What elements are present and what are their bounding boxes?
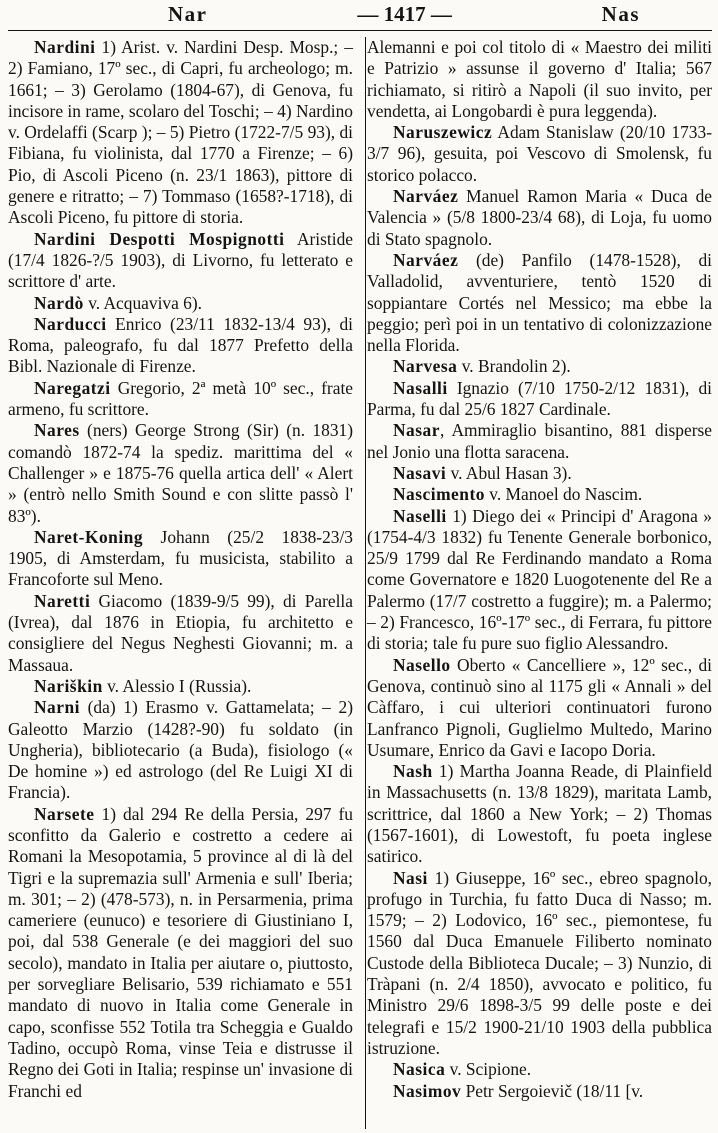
dictionary-entry bbox=[8, 378, 353, 421]
entry-headword: Naretti bbox=[34, 590, 91, 611]
dictionary-entry bbox=[367, 1059, 712, 1080]
entry-text: Ignazio (7/10 1750-2/12 1831), di Parma, fu dal 25/6 1827 Cardinale. bbox=[367, 377, 712, 420]
entry-headword: Nasavi bbox=[393, 462, 447, 483]
entry-text: (de) Panfilo (1478-1528), di Valladolid, avventuriere, tentò 1520 di soppiantare Cortés nel Messico; ma ebbe la peggio; perì poi in un tentativo di colonizzazione nella Florida. bbox=[367, 249, 712, 356]
dictionary-entry bbox=[8, 527, 353, 591]
entry-headword: Nasello bbox=[393, 654, 451, 675]
entry-headword: Narvesa bbox=[393, 356, 458, 377]
entry-text: Oberto « Cancelliere », 12º sec., di Genova, continuò sino al 1175 gli « Annali » del Càffaro, i cui ulteriori continuatori furono Lanfranco Pignoli, Guglielmo Multedo, Marino Usumare, Enrico da Gavi e Iacopo Doria. bbox=[367, 654, 712, 760]
entry-headword: Nash bbox=[393, 761, 433, 782]
entry-text: (da) 1) Erasmo v. Gattamelata; – 2) Galeotto Marzio (1428?-90) fu soldato (in Ungheria), bibliotecario (a Buda), fisiologo (« De homine ») ed astrologo (del Re Luigi XI di Francia). bbox=[8, 697, 353, 803]
entry-text: Manuel Ramon Maria « Duca de Valencia » (5/8 1800-23/4 68), di Loja, fu uomo di Stato spagnolo. bbox=[367, 186, 712, 249]
header-left-guide-word: Nar bbox=[168, 1, 208, 26]
dictionary-entry bbox=[367, 186, 712, 250]
entry-text: , Ammiraglio bisantino, 881 disperse nel Jonio una flotta saracena. bbox=[367, 420, 712, 462]
dictionary-entry bbox=[8, 229, 353, 293]
two-column-body bbox=[8, 37, 712, 1129]
entry-text: v. Acquaviva 6). bbox=[83, 292, 203, 313]
dictionary-entry bbox=[8, 420, 353, 526]
dictionary-entry bbox=[367, 463, 712, 484]
dictionary-entry bbox=[8, 676, 353, 697]
entry-text: 1) Diego dei « Principi d' Aragona » (1754-4/3 1832) fu Tenente Generale borbonico, 25/9 1799 dal Re Ferdinando mandato a Roma come Governatore e 1820 Luogotenente del Re a Palermo (17/7 costretto a fuggire); m. a Palermo; – 2) Francesco, 16º-17º sec., di Ferrara, fu pittore di storia; tale fu pure suo figlio Alessandro. bbox=[367, 505, 712, 654]
entry-headword: Nasi bbox=[393, 867, 428, 888]
entry-text: Petr Sergoievič (18/11 [v. bbox=[461, 1080, 644, 1101]
entry-headword: Nares bbox=[34, 420, 80, 441]
running-header bbox=[8, 0, 712, 28]
dictionary-entry bbox=[367, 356, 712, 377]
entry-headword: Narducci bbox=[34, 313, 107, 334]
entry-text: v. Brandolin 2). bbox=[457, 356, 571, 377]
right-column bbox=[359, 37, 712, 1129]
dictionary-entry bbox=[8, 314, 353, 378]
entry-headword: Naregatzi bbox=[34, 377, 111, 398]
dictionary-entry bbox=[367, 122, 712, 186]
dictionary-entry bbox=[367, 37, 712, 122]
entry-headword: Nasar bbox=[393, 420, 440, 441]
entry-text: Enrico (23/11 1832-13/4 93), di Roma, paleografo, fu dal 1877 Prefetto della Bibl. Nazionale di Firenze. bbox=[8, 313, 353, 377]
entry-headword: Naselli bbox=[393, 505, 447, 526]
dictionary-entry bbox=[8, 697, 353, 803]
entry-headword: Nardini Despotti Mospignotti bbox=[34, 228, 285, 249]
header-rule bbox=[8, 30, 712, 31]
entry-headword: Narváez bbox=[393, 186, 459, 207]
entry-headword: Narváez bbox=[393, 249, 459, 270]
entry-text: Gregorio, 2ª metà 10º sec., frate armeno, fu scrittore. bbox=[8, 377, 353, 420]
header-right-guide-word: Nas bbox=[601, 1, 640, 26]
page-number: — 1417 — bbox=[357, 1, 452, 26]
dictionary-entry bbox=[367, 868, 712, 1060]
dictionary-entry bbox=[8, 293, 353, 314]
dictionary-entry bbox=[367, 655, 712, 761]
entry-headword: Naruszewicz bbox=[393, 122, 493, 143]
column-divider bbox=[365, 37, 366, 1129]
entry-text: v. Alessio I (Russia). bbox=[102, 675, 252, 696]
dictionary-entry bbox=[367, 484, 712, 505]
entry-text: 1) Martha Joanna Reade, di Plainfield in Massachusetts (n. 13/8 1829), maritata Lamb, scrittrice, dal 1860 a New York; – 2) Thomas (1567-1601), di Lowestoft, fu poeta inglese satirico. bbox=[367, 761, 712, 867]
entry-headword: Nardini bbox=[34, 37, 96, 57]
dictionary-entry bbox=[8, 37, 353, 229]
dictionary-entry bbox=[367, 506, 712, 655]
entry-text: 1) Giuseppe, 16º sec., ebreo spagnolo, profugo in Turchia, fu fatto Duca di Nasso; m. 1579; – 2) Lodovico, 16º sec., piemontese, fu 1560 dal Duca Emanuele Filiberto nominato Custode della Biblioteca Ducale; – 3) Nunzio, di Tràpani (n. 2/4 1850), avvocato e politico, fu Ministro 29/6 1898-3/5 99 delle poste e dei telegrafi e 15/2 1900-21/10 1903 della pubblica istruzione. bbox=[367, 867, 712, 1058]
entry-text: Alemanni e poi col titolo di « Maestro dei militi e Patrizio » assunse il governo d' Italia; 567 richiamato, si ritirò a Napoli (il suo invito, per vendetta, ai Longobardi è pura leggenda). bbox=[367, 37, 712, 121]
entry-text: Giacomo (1839-9/5 99), di Parella (Ivrea), dal 1876 in Etiopia, fu architetto e consigliere del Negus Neghesti Giovanni; m. a Massaua. bbox=[8, 590, 353, 675]
dictionary-entry bbox=[8, 591, 353, 676]
entry-headword: Nardò bbox=[34, 292, 84, 313]
entry-text: 1) dal 294 Re della Persia, 297 fu sconfitto da Galerio e costretto a cedere ai Romani la Mesopotamia, 5 province al di là del Tigri e la supremazia sull' Armenia e sull' Iberia; m. 301; – 2) (478-573), n. in Persarmenia, prima cameriere (eunuco) e tesoriere di Giustiniano I, poi, dal 538 Generale (e dei maggiori del suo secolo), mandato in Italia per aiutare o, piuttosto, per sorvegliare Belisario, 539 richiamato e 551 mandato di nuovo in Italia come Generale in capo, sconfisse 552 Totila tra Scheggia e Gualdo Tadino, occupò Roma, vinse Teia e distrusse il Regno dei Goti in Italia; respinse un' invasione di Franchi ed bbox=[8, 803, 353, 1101]
dictionary-entry bbox=[367, 1081, 712, 1102]
entry-headword: Nascimento bbox=[393, 484, 485, 505]
entry-text: v. Scipione. bbox=[445, 1059, 532, 1080]
entry-text: v. Manoel do Nascim. bbox=[484, 484, 643, 505]
entry-text: Adam Stanislaw (20/10 1733-3/7 96), gesuita, poi Vescovo di Smolensk, fu storico polacco. bbox=[367, 122, 712, 185]
entry-text: 1) Arist. v. Nardini Desp. Mosp.; – 2) Famiano, 17º sec., di Capri, fu archeologo; m. 1661; – 3) Gerolamo (1804-67), di Genova, fu incisore in rame, scolaro del Toschi; – 4) Nardino v. Ordelaffi (Scarp ); – 5) Pietro (1722-7/5 93), di Fibiana, fu violinista, dal 1770 a Firenze; – 6) Pio, di Ascoli Piceno (n. 23/1 1863), pittore di genere e ritratto; – 7) Tommaso (1658?-1718), di Ascoli Piceno, fu pittore di storia. bbox=[8, 37, 353, 228]
dictionary-entry bbox=[8, 804, 353, 1102]
dictionary-entry bbox=[367, 420, 712, 463]
entry-text: (ners) George Strong (Sir) (n. 1831) comandò 1872-74 la spediz. marittima del « Challenger » e 1875-76 quella artica dell' « Alert » (entrò nello Smith Sound e con slitte passò l' 83º). bbox=[8, 420, 353, 526]
entry-text: Aristide (17/4 1826-?/5 1903), di Livorno, fu letterato e scrittore d' arte. bbox=[8, 228, 353, 292]
entry-headword: Narni bbox=[34, 697, 80, 718]
entry-text: Johann (25/2 1838-23/3 1905, di Amsterdam, fu musicista, stabilito a Francoforte sul Meno. bbox=[8, 526, 353, 590]
entry-headword: Nariškin bbox=[34, 675, 103, 696]
dictionary-entry bbox=[367, 250, 712, 356]
entry-headword: Nasica bbox=[393, 1059, 446, 1080]
entry-headword: Nasalli bbox=[393, 377, 448, 398]
entry-headword: Narsete bbox=[34, 803, 95, 824]
entry-text: v. Abul Hasan 3). bbox=[446, 462, 572, 483]
dictionary-entry bbox=[367, 378, 712, 421]
entry-headword: Nasimov bbox=[393, 1080, 462, 1101]
left-column bbox=[8, 37, 359, 1129]
entry-headword: Naret-Koning bbox=[34, 526, 144, 547]
dictionary-entry bbox=[367, 761, 712, 867]
